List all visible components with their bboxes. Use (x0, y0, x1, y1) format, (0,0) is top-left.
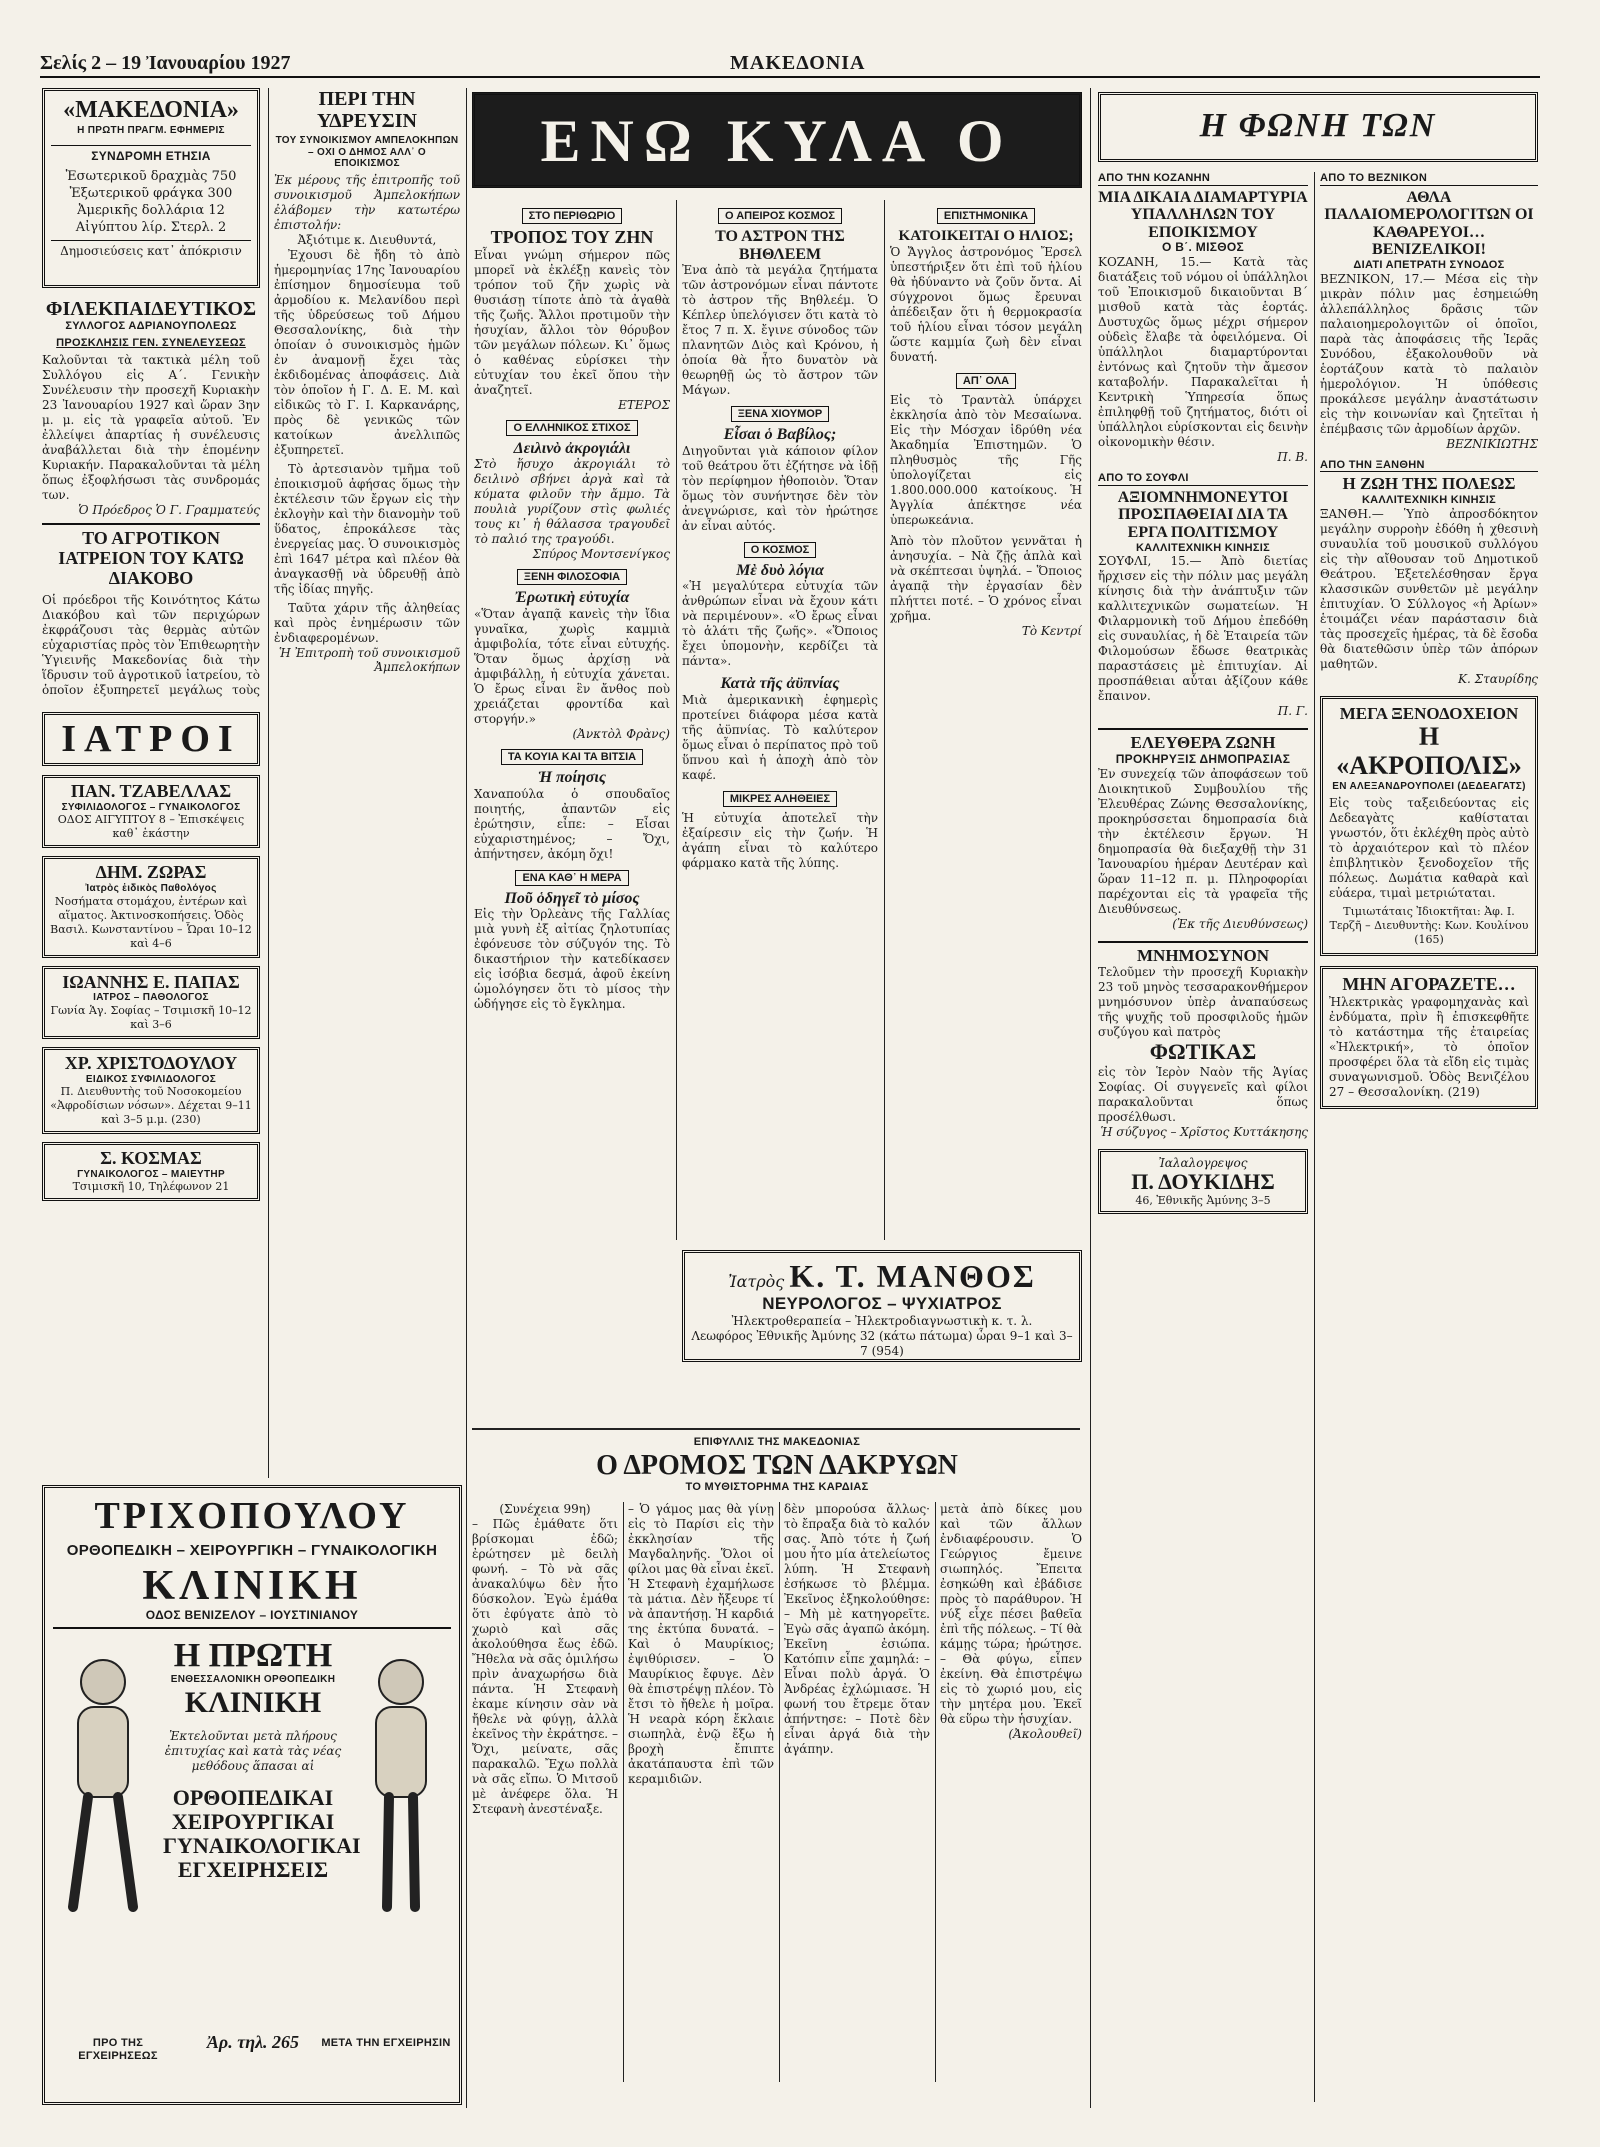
article-subtitle: ΔΙΑΤΙ ΑΠΕΤΡΑΤΗ ΣΥΝΟΔΟΣ (1353, 259, 1505, 272)
hotel-title: ΜΕΓΑ ΞΕΝΟΔΟΧΕΙΟΝ (1339, 703, 1519, 723)
serial-label: ΕΠΙΦΥΛΛΙΣ ΤΗΣ ΜΑΚΕΔΟΝΙΑΣ (693, 1436, 861, 1448)
article-subtitle: ΠΡΟΚΗΡΥΞΙΣ ΔΗΜΟΠΡΑΣΙΑΣ (1115, 751, 1291, 766)
center-column-2 (682, 200, 878, 1240)
clinic-address: ΟΔΟΣ ΒΕΝΙΖΕΛΟΥ – ΙΟΥΣΤΙΝΙΑΝΟΥ (53, 1609, 451, 1629)
article-subtitle: ΚΑΛΛΙΤΕΧΝΙΚΗ ΚΙΝΗΣΙΣ (1135, 541, 1271, 554)
center-column-3 (890, 200, 1082, 1240)
doctor-detail: Γωνία Ἁγ. Σοφίας – Τσιμισκῆ 10–12 καὶ 3–6 (50, 1003, 252, 1031)
article-title: ΕΛΕΥΘΕΡΑ ΖΩΝΗ (1098, 728, 1308, 753)
rate-line: Ἐσωτερικοῦ δραχμὰς 750 (65, 168, 237, 184)
article-signature: ΒΕΖΝΙΚΙΩΤΗΣ (1446, 436, 1538, 451)
article-title: ΚΑΤΟΙΚΕΙΤΑΙ Ο ΗΛΙΟΣ; (898, 228, 1074, 244)
doctor-specialty: ΙΑΤΡΟΣ – ΠΑΘΟΛΟΓΟΣ (93, 992, 209, 1004)
section-label: ΞΕΝΑ ΧΙΟΥΜΟΡ (731, 406, 829, 422)
hotel-body: Εἰς τοὺς ταξειδεύοντας εἰς Δεδεαγὰτς καθίσταται γνωστόν, ὅτι ἐκλέχθη πρὸς αὐτὸ τὸ ἀρχαιότερον καὶ τὸ πλέον ἐπιβλητικὸν ξενοδοχεῖον τῆς πόλεως. Δωμάτια καθαρὰ καὶ εὐάερα, τιμαὶ μετριώταται. (1329, 796, 1529, 900)
article-title: Ἡ ποίησις (538, 768, 606, 786)
section-label: Ο ΑΠΕΙΡΟΣ ΚΟΣΜΟΣ (718, 208, 842, 224)
doctor-manthos-ad (682, 1250, 1082, 1362)
hotel-name: Η «ΑΚΡΟΠΟΛΙΣ» (1336, 722, 1522, 780)
article-body: Ἀπὸ τὸν πλοῦτον γεννᾶται ἡ ἀνησυχία. – Νὰ ζῇς ἁπλὰ καὶ νὰ σκέπτεσαι ὑψηλά. – Ὅποιος ἀγαπᾷ τὴν ἐργασίαν δὲν πλήττει ποτέ. – Ὁ χρόνος εἶναι χρῆμα. (890, 533, 1082, 623)
memorial-body: Τελοῦμεν τὴν προσεχῆ Κυριακὴν 23 τοῦ μηνὸς τεσσαρακονθήμερον μνημόσυνον ὑπὲρ ἀναπαύσεως τῆς ψυχῆς τοῦ προσφιλοῦς ἡμῶν συζύγου καὶ πατρὸς (1098, 965, 1308, 1040)
hotel-owners: Τιμιωτάταις Ἰδιοκτῆται: Ἀφ. Ι. Τερζῆ – Διευθυντὴς: Κων. Κουλίνου (165) (1329, 905, 1529, 946)
doctor-detail: Π. Διευθυντὴς τοῦ Νοσοκομείου «Ἀφροδίσιων νόσων». Δέχεται 9–11 καὶ 3–5 μ.μ. (230) (50, 1085, 252, 1127)
doctors-header (42, 712, 260, 766)
article-title: Κατὰ τῆς ἀϋπνίας (720, 675, 840, 693)
page-date: Σελίς 2 – 19 Ἰανουαρίου 1927 (40, 52, 291, 74)
society-body: Καλοῦνται τὰ τακτικὰ μέλη τοῦ Συλλόγου εἰς Α΄. Γενικὴν Συνέλευσιν τὴν προσεχῆ Κυριακὴν 23 Ἰανουαρίου 1927 καὶ ὥραν 3ην μ. μ. εἰς τὰ γραφεῖα αὐτοῦ. Ἐν ἐλλείψει ἀπαρτίας ἡ συνέλευσις ἀναβάλλεται διὰ τὴν ἑπομένην Κυριακήν. Παρακαλοῦνται τὰ μέλη ὅπως ἐξοφλήσωσι τὰς συνδρομάς των. (42, 353, 260, 503)
doctor-detail: Ἠλεκτροθεραπεία – Ἠλεκτροδιαγνωστικὴ κ. τ. λ. (731, 1313, 1033, 1328)
paper-title: ΜΑΚΕΔΟΝΙΑ (730, 52, 866, 74)
water-signature: Ἡ Ἐπιτροπὴ τοῦ συνοικισμοῦ Ἀμπελοκήπων (278, 645, 460, 674)
doctor-prefix: Ἰατρὸς (728, 1272, 785, 1291)
section-label: ΤΑ ΚΟΥΙΑ ΚΑΙ ΤΑ ΒΙΤΣΙΑ (501, 749, 643, 765)
memorial-body: εἰς τὸν Ἱερὸν Ναὸν τῆς Ἁγίας Σοφίας. Οἱ συγγενεῖς καὶ φίλοι παρακαλοῦνται ὅπως προσέλθωσι. (1098, 1064, 1308, 1124)
article-title: Η ΖΩΗ ΤΗΣ ΠΟΛΕΩΣ (1342, 474, 1516, 494)
water-paragraph: Ἐχουσι δὲ ἤδη τὸ ἀπὸ ἡμερομηνίας 17ης Ἰανουαρίου ἐπίσημον δημοσίευμα τοῦ ἀρμοδίου κ. Μελανίδου περὶ τῆς ὑδρεύσεως τοῦ Δήμου Θεσσαλονίκης, διὰ τὴν ὁποίαν ὁ συνοικισμὸς ἡμῶν ἐν ἀναμονῇ ἔχει τὰς ἐκδιδομένας ἀποφάσεις. Διὰ τὸν ὁποῖον ἡ Γ. Δ. Ε. Μ. καὶ εἰδικῶς τὸ Γ. Ι. Καρκανάρης, πρὸς δὲ γενικῶς τῶν κατοίκων ἀνελλιπῶς ἐξυπηρετεῖ. (274, 247, 460, 457)
clinic-services: ΟΡΘΟΠΕΔΙΚΑΙ ΧΕΙΡΟΥΡΓΙΚΑΙ ΓΥΝΑΙΚΟΛΟΓΙΚΑΙ ΕΓΧΕΙΡΗΣΕΙΣ (163, 1784, 361, 1883)
doctors-header-label: ΙΑΤΡΟΙ (61, 718, 241, 760)
clinic-note: Ἐκτελοῦνται μετὰ πλήρους ἐπιτυχίας καὶ κατὰ τὰς νέας μεθόδους ἅπασαι αἱ (164, 1728, 342, 1773)
dateline-label: ΑΠΟ ΤΗΝ ΚΟΖΑΝΗΝ (1098, 172, 1308, 186)
provinces-banner (1098, 92, 1538, 162)
serial-text: δὲν μπορούσα ἄλλως· τὸ ἔπραξα διὰ τὸ καλόν σας. Ἀπὸ τότε ἡ ζωή μου ἦτο μία ἀτελείωτος λύπη. Ἡ Στεφανὴ ἐσήκωσε τὸ βλέμμα. Ἐκεῖνος ἐξηκολούθησε: – Μὴ μὲ κατηγορεῖτε. Ἐγὼ σᾶς ἀγαπῶ ἀκόμη. Ἐκεῖνη ἐσιώπα. Κατόπιν εἶπε χαμηλά: – Εἶναι πολὺ ἀργά. Ὁ Ἀνδρέας ἐχλώμιασε. Ἡ φωνή του ἔτρεμε ὅταν ἀπήντησε: – Ποτὲ δὲν εἶναι ἀργά διὰ τὴν ἀγάπην. (784, 1502, 930, 1757)
water-paragraph: Ταῦτα χάριν τῆς ἀληθείας καὶ πρὸς ἐνημέρωσιν τῶν ἐνδιαφερομένων. (274, 600, 460, 645)
dateline-label: ΑΠΟ ΤΟ ΒΕΖΝΙΚΟΝ (1320, 172, 1538, 186)
article-title: ΑΞΙΟΜΝΗΜΟΝΕΥΤΟΙ ΠΡΟΣΠΑΘΕΙΑΙ ΔΙΑ ΤΑ ΕΡΓΑ ΠΟΛΙΤΙΣΜΟΥ (1117, 488, 1289, 542)
memorial-signature: Ἡ σύζυγος – Χρῖστος Κυττάκησης (1100, 1124, 1308, 1139)
doctor-specialty: ΕΙΔΙΚΟΣ ΣΥΦΙΛΙΔΟΛΟΓΟΣ (85, 1073, 217, 1085)
society-title: ΦΙΛΕΚΠΑΙΔΕΥΤΙΚΟΣ (45, 298, 257, 320)
subscription-box (42, 88, 260, 288)
hotel-ad (1320, 696, 1538, 956)
dateline-label: ΑΠΟ ΤΟ ΣΟΥΦΛΙ (1098, 472, 1308, 486)
doctor-specialty: ΣΥΦΙΛΙΔΟΛΟΓΟΣ – ΓΥΝΑΙΚΟΛΟΓΟΣ (61, 801, 241, 813)
article-subtitle: Ο Β΄. ΜΙΣΘΟΣ (1162, 240, 1244, 255)
doctor-ad (42, 856, 260, 957)
clinic-word: ΚΛΙΝΙΚΗ (184, 1685, 322, 1719)
article-title: Εἶσαι ὁ Βαβίλος; (723, 426, 837, 444)
article-body: Ἡ εὐτυχία ἀποτελεῖ τὴν ἐξαίρεσιν εἰς τὴν ζωήν. Ἡ ἀγάπη εἶναι τὸ καλύτερο φάρμακο κατὰ τῆς λύπης. (682, 810, 878, 870)
patient-before-illustration (53, 1647, 153, 1917)
water-lead: Ἐκ μέρους τῆς ἐπιτροπῆς τοῦ συνοικισμοῦ Ἀμπελοκήπων ἐλάβομεν τὴν κατωτέρω ἐπιστολήν: (274, 172, 460, 232)
doctor-ads (42, 775, 260, 1475)
article-title: Ποῦ ὁδηγεῖ τὸ μίσος (504, 889, 640, 907)
article-body: Ἐνα ἀπὸ τὰ μεγάλα ζητήματα τῶν ἀστρονόμων εἶναι πάντοτε τὸ ἀστρον τῆς Βηθλεέμ. Ὁ Κέπλερ ὑπελόγισεν ὅτι κατὰ τὸ ἔτος 7 π. Χ. ἔγινε σύνοδος τῶν πλανητῶν Διὸς καὶ Κρόνου, ἡ ὁποία θὰ ἦτο δυνατὸν νὰ θεωρηθῇ ὡς τὸ ἄστρον τῶν Μάγων. (682, 263, 878, 398)
article-title: Ἐρωτικὴ εὐτυχία (514, 589, 630, 607)
banner-title: ΕΝΩ ΚΥΛΑ Ο (540, 108, 1014, 174)
doctor-ad (42, 775, 260, 848)
doctor-name: ΔΗΜ. ΖΩΡΑΣ (95, 862, 207, 883)
buy-ad (1320, 966, 1538, 1109)
doctor-ad (42, 1047, 260, 1134)
article-body: ΣΟΥΦΛΙ, 15.— Ἀπὸ διετίας ἤρχισεν εἰς τὴν πόλιν μας μεγάλη κίνησις διὰ τὴν ἀνάπτυξιν τῶν καλλιτεχνικῶν σωματείων. Ἡ Φιλαρμονικὴ τοῦ Δήμου ἐπεδόθη εἰς συναυλίας, ἡ δὲ Ἑταιρεία τῶν Φιλομούσων ἔδωσε θεατρικὰς παραστάσεις μὲ ἐπιτυχίαν. Αἱ προσπάθειαι αὗται ἀξίζουν κάθε ἔπαινον. (1098, 554, 1308, 704)
center-column-1 (474, 200, 670, 1420)
section-label: Ο ΕΛΛΗΝΙΚΟΣ ΣΤΙΧΟΣ (506, 420, 637, 436)
water-greeting: Ἀξιότιμε κ. Διευθυντά, (297, 232, 437, 247)
clinic-ad (42, 1485, 462, 2105)
section-label: ΜΙΚΡΕΣ ΑΛΗΘΕΙΕΣ (723, 791, 837, 807)
serial-story (472, 1436, 1082, 2106)
doctor-name: ΙΩΑΝΝΗΣ Ε. ΠΑΠΑΣ (62, 971, 240, 992)
clinic-before-label: ΠΡΟ ΤΗΣ ΕΓΧΕΙΡΗΣΕΩΣ (78, 2037, 158, 2062)
rural-clinic-body: Οἱ πρόεδροι τῆς Κοινότητος Κάτω Διακόβου καὶ τῶν περιχώρων ἐκφράζουσι τὰς θερμὰς αὐτῶν εὐχαριστίας πρὸς τὸν Ἐπιθεωρητὴν Ὑγιεινῆς Μακεδονίας διὰ τὴν ἵδρυσιν τοῦ ἀγροτικοῦ ἰατρείου, τὸ ὁποῖον ἐξυπηρετεῖ μεγάλως τοὺς (42, 592, 260, 697)
article-signature: Κ. Σταυρίδης (1457, 671, 1538, 686)
doctor-name: Σ. ΚΟΣΜΑΣ (100, 1148, 202, 1169)
society-subtitle: ΣΥΛΛΟΓΟΣ ΑΔΡΙΑΝΟΥΠΟΛΕΩΣ (65, 320, 237, 332)
doctor-ad (42, 966, 260, 1039)
doctor-specialty: Ἰατρὸς ἐιδικὸς Παθολόγος (85, 883, 217, 895)
doctor-specialty: ΝΕΥΡΟΛΟΓΟΣ – ΨΥΧΙΑΤΡΟΣ (762, 1294, 1002, 1314)
memorial-title: ΜΝΗΜΟΣΥΝΟΝ (1098, 941, 1308, 966)
clinic-title: ΚΛΙΝΙΚΗ (142, 1563, 362, 1610)
doctor-name: ΧΡ. ΧΡΙΣΤΟΔΟΥΛΟΥ (64, 1052, 238, 1073)
article-signature: (Ἀνκτὸλ Φρὰνς) (572, 726, 670, 741)
memorial-name: ΦΩΤΙΚΑΣ (1149, 1039, 1257, 1065)
article-body: Στὸ ἥσυχο ἀκρογιάλι τὸ δειλινὸ σβήνει ἀργὰ καὶ τὰ κύματα φιλοῦν τὴν ἄμμο. Τὰ πουλιὰ γυρίζουν στὶς φωλιές τους κι᾽ ἡ θάλασσα τραγουδεῖ τὸ παλιό της τραγούδι. (474, 457, 670, 547)
ad-code: (954) (871, 1343, 904, 1358)
article-title: Δειλινὸ ἀκρογιάλι (513, 439, 631, 457)
article-title: ΤΡΟΠΟΣ ΤΟΥ ΖΗΝ (490, 227, 654, 247)
doctor-detail: Νοσήματα στομάχου, ἐντέρων καὶ αἵματος. Ἀκτινοσκοπήσεις. Ὁδὸς Βασιλ. Κωνσταντίνου – Ὧραι 10–12 καὶ 4–6 (50, 894, 252, 950)
section-label: Ο ΚΟΣΜΟΣ (744, 542, 817, 558)
subscription-subtitle: Η ΠΡΩΤΗ ΠΡΑΓΜ. ΕΦΗΜΕΡΙΣ (77, 125, 225, 137)
buy-body: Ἠλεκτρικὰς γραφομηχανὰς καὶ ἐνδύματα, πρὶν ἢ ἐπισκεφθῆτε τὸ κατάστημα τῆς ἐταιρείας «Ἠλεκτρική», τὸ ὁποῖον προσφέρει ὅλα τὰ εἴδη εἰς τιμὰς συναγωνισμοῦ. Ὁδὸς Βενιζέλου 27 – Θεσσαλονίκη. (219) (1329, 994, 1529, 1099)
section-label: ΞΕΝΗ ΦΙΛΟΣΟΦΙΑ (517, 569, 627, 585)
serial-text: – Πῶς ἐμάθατε ὅτι βρίσκομαι ἐδῶ; ἐρώτησεν μὲ δειλὴ φωνή. – Τὸ νὰ σᾶς ἀνακαλύψω δὲν ἦτο δύσκολον. Ἐγὼ ἐμάθα ὅτι ἐφύγατε ἀπὸ τὸ χωριὸ καὶ σᾶς ἀκολούθησα ἕως ἐδῶ. Ἤθελα νὰ σᾶς ὁμιλήσω πρὶν ἀναχωρήσω διὰ πάντα. Ἡ Στεφανὴ ἐκαμε κίνησιν σὰν νὰ ἤθελε νὰ φύγῃ, ἀλλὰ ἐκεῖνος τὴν ἐκράτησε. – Ὄχι, μείνατε, σᾶς παρακαλῶ. Ἔχω πολλὰ νὰ σᾶς εἴπω. Ὁ Μιτσοῦ μὲ ἀνέφερε ὅλα. Ἡ Στεφανὴ ἀνεστέναξε. (472, 1517, 618, 1817)
article-body: «Ὅταν ἀγαπᾷ κανεὶς τὴν ἴδια γυναῖκα, χωρὶς καμμιὰ ἀμφιβολία, τότε εἶναι εὐτυχής. Ὅταν ὅμως ἀρχίσῃ νὰ ἀμφιβάλλῃ, ἡ εὐτυχία χάνεται. Ὁ ἔρως εἶναι ἓν ἄνθος ποὺ χρειάζεται φροντίδα καὶ στοργήν.» (474, 606, 670, 726)
masthead (40, 52, 1540, 78)
provinces-banner-title: Η ΦΩΝΗ ΤΩΝ (1199, 107, 1437, 144)
article-title: ΜΙΑ ΔΙΚΑΙΑ ΔΙΑΜΑΡΤΥΡΙΑ ΥΠΑΛΛΗΛΩΝ ΤΟΥ ΕΠΟΙΚΙΣΜΟΥ (1098, 188, 1308, 241)
section-label: ΕΠΙΣΤΗΜΟΝΙΚΑ (937, 208, 1035, 224)
provinces-column-b (1320, 172, 1538, 2102)
article-title: ΑΘΛΑ ΠΑΛΑΙΟΜΕΡΟΛΟΓΙΤΩΝ ΟΙ ΚΑΘΑΡΕΥΟΙ… ΒΕΝΙΖΕΛΙΚΟΙ! (1324, 188, 1534, 259)
section-label: ΑΠ᾽ ΟΛΑ (956, 373, 1016, 389)
patient-after-illustration (351, 1647, 451, 1917)
provinces-column-a (1098, 172, 1308, 2102)
serial-text: μετὰ ἀπὸ δίκες μου καὶ τῶν ἄλλων ἐνδιαφέρουσιν. Ὁ Γεώργιος ἔμεινε σιωπηλός. Ἔπειτα ἐσηκώθη καὶ ἐβάδισε πρὸς τὸ παράθυρον. Ἡ νύξ εἶχε πέσει βαθεῖα ἐπὶ τῆς πόλεως. – Τί θὰ κάμῃς τώρα; ἠρώτησε. – Θὰ φύγω, εἶπεν ἐκείνη. Θὰ ἐπιστρέψω εἰς τὸ χωριό μου, εἰς τὴν μητέρα μου. Ἐκεῖ θὰ εὕρω τὴν ἡσυχίαν. (940, 1502, 1082, 1727)
serial-continued: (Συνέχεια 99η) (499, 1502, 591, 1517)
water-title: ΠΕΡΙ ΤΗΝ ΥΔΡΕΥΣΙΝ (317, 88, 417, 132)
serial-text: – Ὁ γάμος μας θὰ γίνῃ εἰς τὸ Παρίσι εἰς τὴν ἐκκλησίαν τῆς Μαγδαληνῆς. Ὅλοι οἱ φίλοι μας θὰ εἶναι ἐκεῖ. Ἡ Στεφανὴ ἐχαμήλωσε τὰ μάτια. Δὲν ἤξευρε τί νὰ ἀπαντήσῃ. Ἡ καρδιά της ἐκτύπα δυνατά. – Καὶ ὁ Μαυρίκιος; ἐψιθύρισεν. – Ὁ Μαυρίκιος ἔφυγε. Δὲν θὰ ἐπιστρέψῃ πλέον. Τὸ ἔτσι τὸ ἤθελε ἡ μοῖρα. Ἡ νεαρὰ κόρη ἔκλαιε σιωπηλὰ, ἐνῷ ἔξω ἡ βροχὴ ἔπιπτε ἀκατάπαυστα ἐπὶ τῶν κεραμιδιῶν. (628, 1502, 774, 1787)
rate-line: Αἰγύπτου λίρ. Στερλ. 2 (75, 219, 227, 235)
rate-line: Ἀμερικῆς δολλάρια 12 (77, 202, 225, 218)
doctor-hours: ὧραι 9–1 καὶ 3–7 (860, 1328, 1073, 1358)
serial-title: Ο ΔΡΟΜΟΣ ΤΩΝ ΔΑΚΡΥΩΝ (596, 1449, 958, 1481)
society-notice (42, 298, 260, 698)
society-heading: ΠΡΟΣΚΛΗΣΙΣ ΓΕΝ. ΣΥΝΕΛΕΥΣΕΩΣ (56, 336, 246, 349)
article-signature: Σπύρος Μοντσενίγκος (532, 547, 670, 562)
clinic-after-label: ΜΕΤΑ ΤΗΝ ΕΓΧΕΙΡΗΣΙΝ (321, 2037, 451, 2050)
article-body: «Ἡ μεγαλύτερα εὐτυχία τῶν ἀνθρώπων εἶναι νὰ ἔχουν κάτι νὰ περιμένουν». «Ὁ ἔρως εἶναι τὸ ἁλάτι τῆς ζωῆς». «Ὅποιος ἔχει ὑπομονὴν, κερδίζει τὰ πάντα». (682, 579, 878, 669)
article-body: ΒΕΖΝΙΚΟΝ, 17.— Μέσα εἰς τὴν μικρὰν πόλιν μας ἐσημειώθη ἀλλεπάλληλος δρᾶσις τῶν παλαιοημερολογιτῶν οἱ ὁποῖοι, παρὰ τὰς ἀποφάσεις τῆς Ἱερᾶς Συνόδου, ἐξακολουθοῦν νὰ ἑορτάζουν κατὰ τὸ παλαιὸν ἡμερολόγιον. Ἡ ὑπόθεσις προκάλεσε μεγάλην ἀναστάτωσιν εἰς τὴν κοινωνίαν καὶ ζητεῖται ἡ ἐπέμβασις τῶν ἀρμοδίων ἀρχῶν. (1320, 271, 1538, 436)
doctor-address: Λεωφόρος Ἐθνικῆς Ἀμύνης 32 (κάτω πάτωμα) (691, 1328, 973, 1343)
article-signature: Π. Β. (1277, 450, 1308, 465)
subscription-footer: Δημοσιεύσεις κατ᾽ ἀπόκρισιν (51, 240, 251, 258)
water-subtitle: ΤΟΥ ΣΥΝΟΙΚΙΣΜΟΥ ΑΜΠΕΛΟΚΗΠΩΝ – ΟΧΙ Ο ΔΗΜΟΣ ΑΛΛ᾽ Ο ΕΠΟΙΚΙΣΜΟΣ (275, 135, 459, 169)
buy-title: ΜΗΝ ΑΓΟΡΑΖΕΤΕ… (1342, 974, 1516, 994)
article-body: Χαναπούλα ὁ σπουδαῖος ποιητής, ἀπαντῶν εἰς ἐρώτησιν, εἶπε: – Εἶσαι εὐχαριστημένος; – Ὄχι, ἀπήντησεν, ἀκόμη ὄχι! (474, 786, 670, 861)
article-title: ΤΟ ΑΣΤΡΟΝ ΤΗΣ ΒΗΘΛΕΕΜ (715, 228, 845, 263)
article-signature: (Ἐκ τῆς Διευθύνσεως) (1172, 916, 1308, 931)
article-body: ΚΟΖΑΝΗ, 15.— Κατὰ τὰς διατάξεις τοῦ νόμου οἱ ὑπάλληλοι τοῦ Ἐποικισμοῦ δικαιοῦνται Β΄ μισθοῦ κατὰ τὰς ἑορτάς. Δυστυχῶς ὅμως μέχρι σήμερον οὐδεὶς ἔλαβε τὰ ὀφειλόμενα. Οἱ ὑπάλληλοι διαμαρτύρονται ἐντόνως καὶ ζητοῦν τὴν ἄμεσον καταβολήν. Παρακαλεῖται ἡ Κεντρικὴ Ὑπηρεσία ὅπως ἐπιληφθῇ τοῦ ζητήματος, διότι οἱ ὑπάλληλοι εὑρίσκονται εἰς δεινὴν οἰκονομικὴν θέσιν. (1098, 255, 1308, 450)
ad-doukidis (1098, 1149, 1308, 1214)
ad-name: Π. ΔΟΥΚΙΔΗΣ (1131, 1168, 1275, 1194)
center-banner (472, 92, 1082, 188)
article-signature: ΕΤΕΡΟΣ (618, 397, 670, 412)
doctor-ad (42, 1142, 260, 1201)
article-body: Εἰς τὴν Ὀρλεὰνς τῆς Γαλλίας μιὰ γυνὴ ἐξ αἰτίας ζηλοτυπίας ἐφόνευσε τὸν σύζυγόν της. Τὸ δικαστήριον τὴν κατεδίκασεν εἰς ἰσόβια δεσμά, ἀφοῦ ἐκείνη ὡμολόγησεν ὅτι τὸ μίσος τὴν ὡδήγησε εἰς τὸ ἔγκλημα. (474, 907, 670, 1012)
society-signature: Ὁ Πρόεδρος Ὁ Γ. Γραμματεύς (78, 503, 260, 518)
ad-address: 46, Ἐθνικῆς Ἀμύνης 3–5 (1135, 1193, 1271, 1207)
clinic-type: ΟΡΘΟΠΕΔΙΚΗ – ΧΕΙΡΟΥΡΓΙΚΗ – ΓΥΝΑΙΚΟΛΟΓΙΚΗ (66, 1541, 438, 1559)
article-body: Ἐν συνεχείᾳ τῶν ἀποφάσεων τοῦ Διοικητικοῦ Συμβουλίου τῆς Ἐλευθέρας Ζώνης Θεσσαλονίκης, προκηρύσσεται δημοπρασία διὰ τὴν ἐκτέλεσιν ἔργων. Ἡ δημοπρασία θὰ διεξαχθῇ τὴν 31 Ἰανουαρίου ἡμέραν Δευτέραν καὶ ὥραν 11–12 π. μ. Πληροφορίαι παρέχονται εἰς τὰ γραφεῖα τῆς Διευθύνσεως. (1098, 766, 1308, 916)
hotel-city: ΕΝ ΑΛΕΞΑΝΔΡΟΥΠΟΛΕΙ (ΔΕΔΕΑΓΑΤΣ) (1332, 780, 1526, 792)
ad-label: Ἰαλαλογρεψος (1158, 1155, 1248, 1170)
water-paragraph: Τὸ ἀρτεσιανὸν τμῆμα τοῦ ἐποικισμοῦ ἀφήσας ὅμως τὴν ἐκτέλεσιν τῶν ἔργων εἰς τὴν ἐκλογὴν καὶ τὴν διανομὴν τοῦ ὕδατος, ἐπροκάλεσε τὰς ἐνεργείας μας. Ὁ συνοικισμὸς ἐπὶ 1647 μέτρα καὶ πλέον θὰ ἀναγκασθῇ νὰ ὑδρευθῇ ἀπὸ τῆς ἰδίας πηγῆς. (274, 461, 460, 596)
article-signature: Τὸ Κεντρί (1021, 623, 1082, 638)
subscription-title: «ΜΑΚΕΔΟΝΙΑ» (63, 97, 239, 123)
serial-signature: (Ἀκολουθεῖ) (1008, 1727, 1082, 1742)
article-body: Διηγοῦνται γιὰ κάποιον φίλον τοῦ θεάτρου ὅτι ἐζήτησε νὰ ἰδῇ τὸν περίφημον ἠθοποιὸν. Ὅταν ὅμως τὸν συνήντησε δὲν τὸν ἀνεγνώρισε, καὶ τὸν ἠρώτησε ἀν εἶναι αὐτός. (682, 443, 878, 533)
doctor-name: Κ. Τ. ΜΑΝΘΟΣ (789, 1258, 1036, 1294)
article-body: ΞΑΝΘΗ.— Ὑπὸ ἀπροσδόκητον μεγάλην συρροὴν ἐδόθη ἡ χθεσινὴ συναυλία τοῦ μουσικοῦ συλλόγου εἰς τὴν αἴθουσαν τοῦ Δημοτικοῦ Θεάτρου. Ἐξετελέσθησαν ἔργα κλασσικῶν συνθετῶν μὲ μεγάλην ἐπιτυχίαν. Ὁ Σύλλογος «ἡ Ἀρίων» ἑτοιμάζει νέαν παράστασιν διὰ τὰς προσεχεῖς ἡμέρας, τὰ δὲ ἔσοδα θὰ διατεθῶσιν ὑπὲρ τῶν ἀπόρων μαθητῶν. (1320, 506, 1538, 671)
rural-clinic-title: ΤΟ ΑΓΡΟΤΙΚΟΝ ΙΑΤΡΕΙΟΝ ΤΟΥ ΚΑΤΩ ΔΙΑΚΟΒΟ (42, 523, 260, 588)
water-article (274, 88, 460, 1478)
article-body: Εἰς τὸ Τραντὰλ ὑπάρχει ἐκκλησία ἀπὸ τὸν Μεσαίωνα. Εἰς τὴν Μόσχαν ἱδρύθη νέα Ἀκαδημία Ἐπιστημῶν. Ὁ πληθυσμὸς τῆς Γῆς ὑπολογίζεται εἰς 1.800.000.000 κατοίκους. Ἡ Ἀγγλία ἀπέκτησε νέα ὑπερωκεάνια. (890, 392, 1082, 527)
article-title: Μὲ δυὸ λόγια (736, 561, 824, 579)
serial-subtitle: ΤΟ ΜΥΘΙΣΤΟΡΗΜΑ ΤΗΣ ΚΑΡΔΙΑΣ (685, 1481, 869, 1494)
article-subtitle: ΚΑΛΛΙΤΕΧΝΙΚΗ ΚΙΝΗΣΙΣ (1361, 493, 1497, 506)
clinic-name: ΤΡΙΧΟΠΟΥΛΟΥ (94, 1495, 410, 1537)
doctor-detail: Τσιμισκῆ 10, Τηλέφωνον 21 (72, 1180, 230, 1194)
rate-line: Ἐξωτερικοῦ φράγκα 300 (69, 185, 233, 201)
clinic-first-sub: ΕΝΘΕΣΣΑΛΟΝΙΚΗ ΟΡΘΟΠΕΔΙΚΗ (170, 1674, 336, 1686)
clinic-first: Η ΠΡΩΤΗ (173, 1637, 333, 1675)
doctor-name: ΠΑΝ. ΤΖΑΒΕΛΛΑΣ (70, 781, 232, 801)
doctor-specialty: ΓΥΝΑΙΚΟΛΟΓΟΣ – ΜΑΙΕΥΤΗΡ (77, 1168, 225, 1180)
dateline-label: ΑΠΟ ΤΗΝ ΞΑΝΘΗΝ (1320, 459, 1538, 473)
section-label: ΕΝΑ ΚΑΘ᾽ Η ΜΕΡΑ (515, 870, 628, 886)
clinic-phone: Ἀρ. τηλ. 265 (206, 2032, 300, 2053)
article-signature: Π. Γ. (1277, 704, 1308, 719)
doctor-detail: ΟΔΟΣ ΑΙΓΥΠΤΟΥ 8 – Ἐπισκέψεις καθ᾽ ἑκάστην (57, 813, 245, 841)
section-label: ΣΤΟ ΠΕΡΙΘΩΡΙΟ (522, 208, 623, 224)
subscription-heading: ΣΥΝΔΡΟΜΗ ΕΤΗΣΙΑ (51, 145, 251, 164)
article-body: Μιὰ ἀμερικανικὴ ἐφημερὶς προτείνει διάφορα μέσα κατὰ τῆς ἀϋπνίας. Τὸ καλύτερον ὅμως εἶναι ὁ περίπατος πρὸ τοῦ ὕπνου καὶ ἡ ἀποχὴ ἀπὸ τὸν καφέ. (682, 692, 878, 782)
article-body: Εἶναι γνώμη σήμερον πῶς μπορεῖ νὰ ἐκλέξῃ κανεὶς τὸν τρόπον τοῦ ζῆν χωρὶς νὰ θυσιάσῃ τίποτε ἀπὸ τὰ ἀγαθὰ τῆς ζωῆς. Ἄλλοι προτιμοῦν τὴν ἡσυχίαν, ἄλλοι τὸν θόρυβον τῶν μεγάλων πόλεων. Κι᾽ ὅμως ὁ καθένας εὑρίσκει τὴν εὐτυχίαν του ἐκεῖ ὅπου τὴν ἀναζητεῖ. (474, 247, 670, 397)
article-body: Ὁ Ἄγγλος ἀστρονόμος Ἔρσελ ὑπεστήριξεν ὅτι ἐπὶ τοῦ ἡλίου θὰ ἠδύναντο νὰ ζοῦν ὄντα. Αἱ σύγχρονοι ὅμως ἔρευναι ἀπέδειξαν ὅτι ἡ θερμοκρασία τοῦ ἡλίου εἶναι τόσον μεγάλη ὥστε καμμία ζωὴ δὲν εἶναι δυνατή. (890, 244, 1082, 364)
